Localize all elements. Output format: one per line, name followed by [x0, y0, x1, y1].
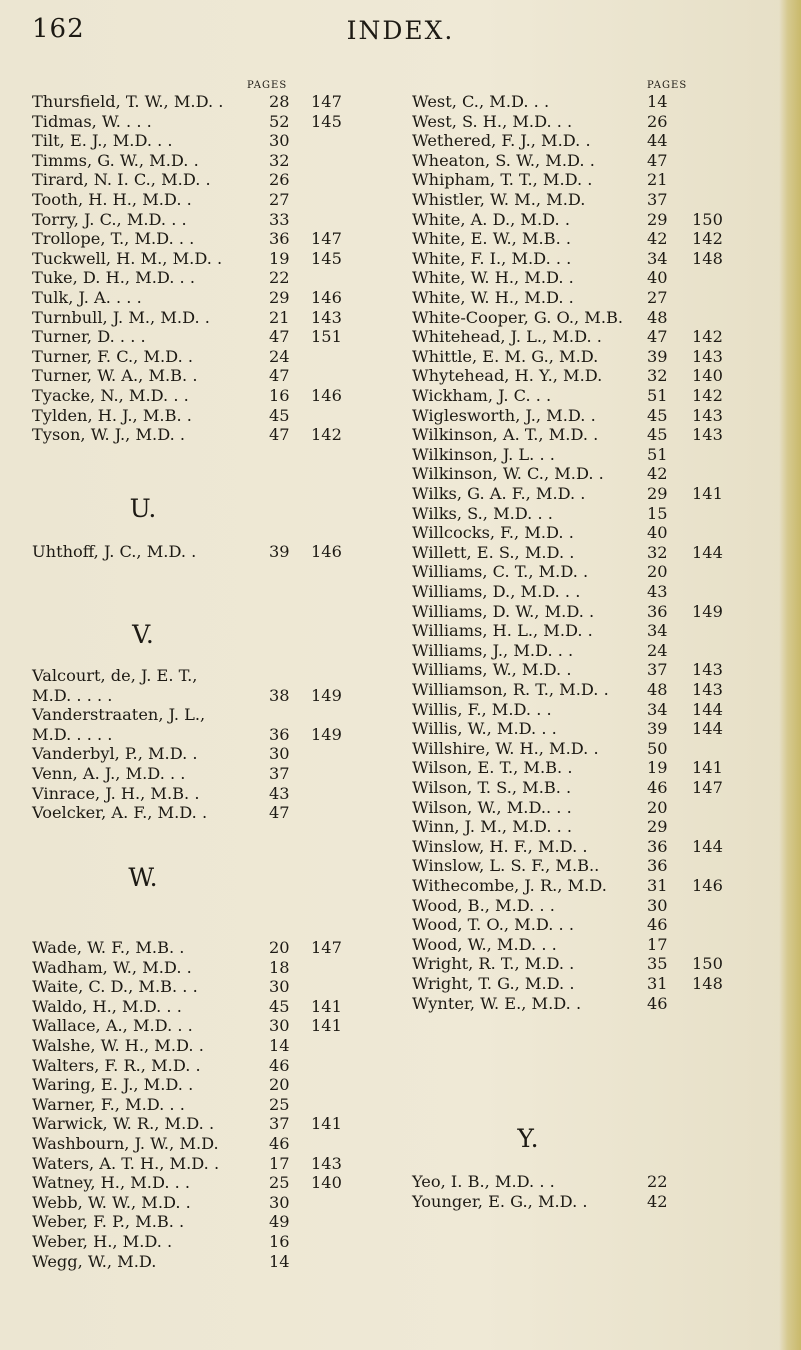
entry-page: 17 [647, 934, 668, 954]
section-letter-u: U. [129, 494, 157, 523]
entry-page: 26 [269, 170, 290, 190]
entry-page: 24 [647, 640, 668, 660]
entry-name: M.D. . . . . [32, 685, 113, 705]
entry-name: Williams, D. W., M.D. . [412, 601, 595, 621]
entry-page: 40 [647, 268, 668, 288]
entry-page-secondary: 145 [311, 248, 342, 268]
entry-page: 51 [647, 386, 668, 405]
entry-page: 42 [647, 464, 668, 484]
entry-page-secondary: 140 [311, 1173, 342, 1193]
page-number: 162 [32, 14, 85, 44]
entry-name: Whipham, T. T., M.D. . [412, 170, 593, 190]
entry-page-secondary: 143 [692, 660, 723, 680]
entry-page: 25 [269, 1173, 290, 1193]
entry-name: White-Cooper, G. O., M.B. [412, 307, 624, 327]
entry-page: 36 [647, 856, 668, 876]
entry-page-secondary: 148 [692, 248, 723, 268]
entry-name: Wilkinson, W. C., M.D. . [412, 464, 604, 484]
entry-name: Williams, J., M.D. . . [412, 640, 574, 660]
entry-name: Weber, H., M.D. . [32, 1232, 173, 1251]
entry-name: Wallace, A., M.D. . . [32, 1016, 193, 1036]
entry-name: Withecombe, J. R., M.D. [412, 876, 607, 895]
section-letter-v: V. [132, 620, 154, 649]
entry-name: Whittle, E. M. G., M.D. [412, 346, 599, 366]
entry-name: Whytehead, H. Y., M.D. [412, 366, 603, 386]
entry-name: Wilkinson, A. T., M.D. . [412, 425, 599, 445]
entry-page: 36 [647, 601, 668, 621]
entry-name: Vinrace, J. H., M.B. . [32, 783, 200, 803]
entry-page: 47 [647, 150, 668, 170]
entry-page: 30 [269, 744, 290, 764]
entry-page: 32 [269, 150, 290, 170]
entry-page-secondary: 146 [311, 288, 342, 307]
entry-page: 22 [269, 268, 290, 288]
entry-name: M.D. . . . . [32, 724, 113, 744]
section-letter-w: W. [128, 863, 158, 892]
entry-page: 30 [269, 1016, 290, 1036]
entry-page: 34 [647, 699, 668, 719]
entry-name: Wheaton, S. W., M.D. . [412, 150, 595, 170]
entry-name: Wood, B., M.D. . . [412, 895, 555, 915]
entry-name: Tilt, E. J., M.D. . . [32, 131, 173, 151]
section-letter-y: Y. [517, 1124, 539, 1153]
entry-name: Tyacke, N., M.D. . . [32, 386, 189, 405]
entry-name: Willis, F., M.D. . . [412, 699, 552, 719]
entry-name: Willcocks, F., M.D. . [412, 523, 574, 543]
entry-name: Timms, G. W., M.D. . [32, 150, 199, 170]
entry-page: 51 [647, 444, 668, 464]
entry-name: Wiglesworth, J., M.D. . [412, 405, 596, 425]
entry-page-secondary: 142 [692, 229, 723, 249]
entry-name: Vanderbyl, P., M.D. . [32, 744, 198, 764]
entry-page-secondary: 141 [311, 1114, 342, 1134]
entry-name: White, F. I., M.D. . . [412, 248, 572, 268]
entry-page: 46 [647, 993, 668, 1013]
entry-page: 29 [647, 817, 668, 837]
entry-page: 48 [647, 680, 668, 699]
entry-name: Wilkinson, J. L. . . [412, 444, 555, 464]
entry-page: 34 [647, 248, 668, 268]
entry-name: Wickham, J. C. . . [412, 386, 552, 405]
entry-page-secondary: 143 [692, 425, 723, 445]
entry-name: Yeo, I. B., M.D. . . [412, 1172, 555, 1191]
entry-page-secondary: 146 [692, 876, 723, 895]
entry-page-secondary: 146 [311, 386, 342, 405]
entry-page-secondary: 147 [311, 229, 342, 249]
entry-name: Warner, F., M.D. . . [32, 1094, 185, 1114]
entry-page: 39 [647, 719, 668, 739]
entry-name: Williamson, R. T., M.D. . [412, 680, 609, 699]
entry-page-secondary: 146 [311, 542, 342, 561]
entry-page: 34 [647, 621, 668, 641]
entry-page-secondary: 143 [692, 405, 723, 425]
running-head: INDEX. [346, 16, 455, 45]
entry-name: Waring, E. J., M.D. . [32, 1075, 194, 1095]
entry-name: Warwick, W. R., M.D. . [32, 1114, 215, 1134]
entry-name: Wood, T. O., M.D. . . [412, 915, 574, 935]
entry-page: 40 [647, 523, 668, 543]
entry-page-secondary: 140 [692, 366, 723, 386]
entry-page: 42 [647, 1191, 668, 1211]
entry-page: 46 [269, 1134, 290, 1153]
entry-page: 14 [647, 92, 668, 111]
entry-name: Tuckwell, H. M., M.D. . [32, 248, 223, 268]
entry-name: Weber, F. P., M.B. . [32, 1212, 185, 1232]
entry-page: 20 [647, 562, 668, 582]
entry-page: 43 [269, 783, 290, 803]
entry-name: Waldo, H., M.D. . . [32, 996, 182, 1016]
entry-name: Voelcker, A. F., M.D. . [32, 803, 208, 823]
entry-page: 32 [647, 366, 668, 386]
entry-name: Turner, F. C., M.D. . [32, 346, 194, 366]
entry-page-secondary: 151 [311, 327, 342, 347]
entry-page: 30 [269, 1192, 290, 1212]
entry-page: 16 [269, 1232, 290, 1251]
entry-name: Williams, H. L., M.D. . [412, 621, 593, 641]
entry-name: Turner, D. . . . [32, 327, 146, 347]
entry-name: White, A. D., M.D. . [412, 209, 570, 229]
entry-name: Wright, T. G., M.D. . [412, 974, 575, 993]
entry-name: Waite, C. D., M.B. . . [32, 977, 198, 997]
entry-page-secondary: 147 [692, 778, 723, 797]
entry-page: 24 [269, 346, 290, 366]
entry-page-secondary: 145 [311, 111, 342, 131]
entry-name: Willshire, W. H., M.D. . [412, 738, 599, 758]
entry-page: 29 [269, 288, 290, 307]
entry-page-secondary: 144 [692, 836, 723, 856]
entry-name: Wynter, W. E., M.D. . [412, 993, 582, 1013]
entry-page: 37 [647, 660, 668, 680]
entry-page: 26 [647, 111, 668, 131]
entry-page-secondary: 143 [692, 680, 723, 699]
entry-page: 45 [269, 405, 290, 425]
entry-page-secondary: 141 [692, 484, 723, 503]
entry-page-secondary: 144 [692, 719, 723, 739]
page-edge [779, 0, 801, 1350]
entry-name: White, E. W., M.B. . [412, 229, 572, 249]
entry-page: 42 [647, 229, 668, 249]
entry-page: 33 [269, 209, 290, 229]
entry-page: 17 [269, 1153, 290, 1173]
entry-page: 47 [269, 327, 290, 347]
entry-page: 47 [647, 327, 668, 347]
entry-name: Wood, W., M.D. . . [412, 934, 557, 954]
entry-page: 36 [647, 836, 668, 856]
entry-name: Wade, W. F., M.B. . [32, 938, 185, 957]
entry-page: 46 [269, 1055, 290, 1075]
entry-page: 28 [269, 92, 290, 111]
entry-page-secondary: 150 [692, 209, 723, 229]
entry-page: 30 [269, 131, 290, 151]
entry-page: 15 [647, 503, 668, 523]
entry-page: 16 [269, 386, 290, 405]
entry-page: 20 [269, 1075, 290, 1095]
entry-page: 25 [269, 1094, 290, 1114]
entry-page-secondary: 150 [692, 954, 723, 974]
entry-page: 45 [647, 405, 668, 425]
entry-page-secondary: 142 [692, 327, 723, 347]
entry-name: Tulk, J. A. . . . [32, 288, 142, 307]
entry-name: Winslow, L. S. F., M.B.. [412, 856, 600, 876]
entry-name: West, C., M.D. . . [412, 92, 550, 111]
entry-page: 20 [269, 938, 290, 957]
entry-page: 27 [269, 190, 290, 209]
entry-page-secondary: 143 [692, 346, 723, 366]
entry-name: Vanderstraaten, J. L., [32, 705, 206, 725]
entry-page: 19 [647, 758, 668, 778]
entry-page: 14 [269, 1036, 290, 1055]
entry-page: 45 [269, 996, 290, 1016]
entry-name: Wegg, W., M.D. [32, 1251, 157, 1271]
entry-page: 44 [647, 131, 668, 151]
entry-page: 47 [269, 366, 290, 386]
entry-page-secondary: 143 [311, 307, 342, 327]
entry-page-secondary: 143 [311, 1153, 342, 1173]
entry-name: Torry, J. C., M.D. . . [32, 209, 187, 229]
entry-page-secondary: 142 [311, 425, 342, 445]
entry-page: 37 [269, 764, 290, 783]
entry-page-secondary: 141 [311, 1016, 342, 1036]
entry-page: 47 [269, 425, 290, 445]
entry-page: 36 [269, 724, 290, 744]
entry-name: Wright, R. T., M.D. . [412, 954, 575, 974]
entry-page-secondary: 144 [692, 699, 723, 719]
entry-page: 48 [647, 307, 668, 327]
entry-name: Walshe, W. H., M.D. . [32, 1036, 204, 1055]
entry-name: Thursfield, T. W., M.D. . [32, 92, 224, 111]
entry-name: Valcourt, de, J. E. T., [32, 666, 198, 685]
entry-name: Younger, E. G., M.D. . [412, 1191, 588, 1211]
entry-page-secondary: 142 [692, 386, 723, 405]
entry-name: White, W. H., M.D. . [412, 288, 574, 307]
entry-name: Trollope, T., M.D. . . [32, 229, 195, 249]
entry-page: 47 [269, 803, 290, 823]
entry-page: 52 [269, 111, 290, 131]
entry-name: Wilks, S., M.D. . . [412, 503, 553, 523]
entry-page: 14 [269, 1251, 290, 1271]
entry-name: Uhthoff, J. C., M.D. . [32, 542, 197, 561]
entry-name: Willis, W., M.D. . . [412, 719, 557, 739]
entry-name: Williams, W., M.D. . [412, 660, 572, 680]
entry-name: West, S. H., M.D. . . [412, 111, 573, 131]
entry-name: Tylden, H. J., M.B. . [32, 405, 192, 425]
entry-page-secondary: 147 [311, 92, 342, 111]
entry-page: 30 [269, 977, 290, 997]
entry-name: Washbourn, J. W., M.D. [32, 1134, 219, 1153]
entry-page-secondary: 144 [692, 542, 723, 562]
entry-name: White, W. H., M.D. . [412, 268, 574, 288]
entry-name: Wilson, W., M.D.. . . [412, 797, 572, 817]
entry-name: Tooth, H. H., M.D. . [32, 190, 192, 209]
entry-page: 29 [647, 484, 668, 503]
entry-page: 39 [269, 542, 290, 561]
entry-name: Watney, H., M.D. . . [32, 1173, 191, 1193]
entry-name: Wilson, E. T., M.B. . [412, 758, 573, 778]
entry-name: Turner, W. A., M.B. . [32, 366, 198, 386]
entry-page: 50 [647, 738, 668, 758]
entry-page: 46 [647, 778, 668, 797]
entry-name: Tuke, D. H., M.D. . . [32, 268, 195, 288]
entry-page-secondary: 141 [311, 996, 342, 1016]
entry-name: Wethered, F. J., M.D. . [412, 131, 591, 151]
entry-page: 31 [647, 876, 668, 895]
entry-page: 21 [269, 307, 290, 327]
entry-page: 21 [647, 170, 668, 190]
entry-page: 35 [647, 954, 668, 974]
entry-name: Willett, E. S., M.D. . [412, 542, 575, 562]
entry-page: 45 [647, 425, 668, 445]
entry-page: 32 [647, 542, 668, 562]
entry-page: 37 [647, 190, 668, 209]
entry-page: 36 [269, 229, 290, 249]
entry-page: 27 [647, 288, 668, 307]
entry-page: 31 [647, 974, 668, 993]
entry-name: Tidmas, W. . . . [32, 111, 152, 131]
entry-page: 49 [269, 1212, 290, 1232]
entry-page-secondary: 141 [692, 758, 723, 778]
entry-name: Williams, D., M.D. . . [412, 582, 581, 601]
entry-page-secondary: 147 [311, 938, 342, 957]
entry-name: Tirard, N. I. C., M.D. . [32, 170, 211, 190]
entry-name: Winslow, H. F., M.D. . [412, 836, 588, 856]
entry-page: 39 [647, 346, 668, 366]
entry-name: Whitehead, J. L., M.D. . [412, 327, 602, 347]
entry-page-secondary: 149 [692, 601, 723, 621]
entry-page: 22 [647, 1172, 668, 1191]
entry-name: Webb, W. W., M.D. . [32, 1192, 191, 1212]
entry-page: 18 [269, 957, 290, 977]
entry-page: 37 [269, 1114, 290, 1134]
entry-page: 30 [647, 895, 668, 915]
entry-name: Turnbull, J. M., M.D. . [32, 307, 210, 327]
entry-page-secondary: 148 [692, 974, 723, 993]
entry-name: Whistler, W. M., M.D. [412, 190, 586, 209]
pages-header-left: PAGES [247, 80, 288, 91]
entry-page-secondary: 149 [311, 685, 342, 705]
entry-name: Winn, J. M., M.D. . . [412, 817, 573, 837]
entry-page: 29 [647, 209, 668, 229]
entry-page: 38 [269, 685, 290, 705]
entry-name: Wilson, T. S., M.B. . [412, 778, 572, 797]
entry-name: Venn, A. J., M.D. . . [32, 764, 186, 783]
entry-name: Waters, A. T. H., M.D. . [32, 1153, 220, 1173]
entry-page: 20 [647, 797, 668, 817]
entry-page-secondary: 149 [311, 724, 342, 744]
entry-name: Tyson, W. J., M.D. . [32, 425, 186, 445]
entry-name: Walters, F. R., M.D. . [32, 1055, 201, 1075]
entry-name: Wilks, G. A. F., M.D. . [412, 484, 586, 503]
entry-page: 46 [647, 915, 668, 935]
entry-name: Wadham, W., M.D. . [32, 957, 192, 977]
entry-page: 19 [269, 248, 290, 268]
pages-header-right: PAGES [647, 80, 688, 91]
entry-name: Williams, C. T., M.D. . [412, 562, 589, 582]
entry-page: 43 [647, 582, 668, 601]
